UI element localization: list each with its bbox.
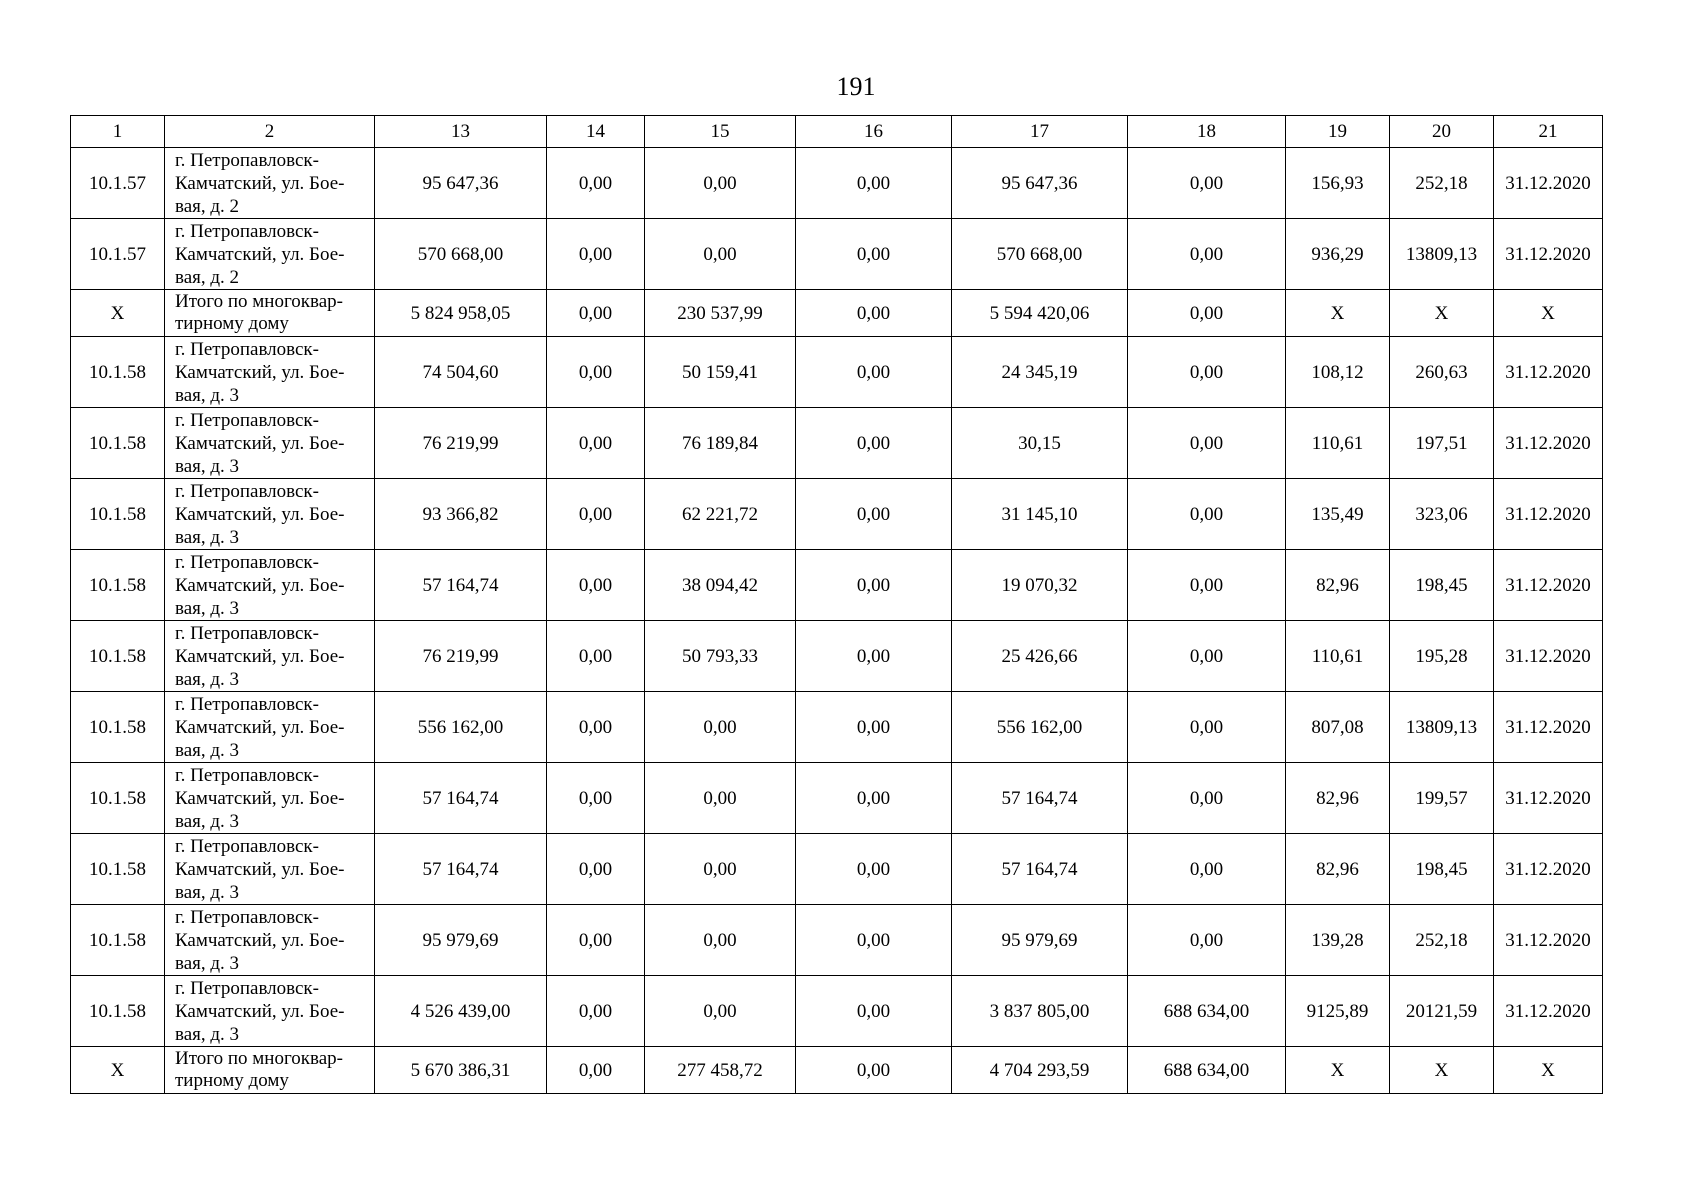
table-row	[71, 763, 1603, 834]
table-cell: 199,57	[1390, 763, 1494, 834]
table-cell: 0,00	[796, 976, 952, 1047]
cell-text-line: вая, д. 3	[175, 739, 240, 761]
table-row	[71, 479, 1603, 550]
table-cell: 0,00	[547, 692, 645, 763]
table-row	[71, 219, 1603, 290]
cell-text-line: вая, д. 3	[175, 810, 240, 832]
cell-text-line: г. Петропавловск-	[175, 409, 319, 431]
table-cell: 323,06	[1390, 479, 1494, 550]
cell-text-line: Камчатский, ул. Бое-	[175, 716, 345, 738]
table-cell: 5 824 958,05	[375, 290, 547, 337]
table-cell: 0,00	[547, 621, 645, 692]
table-cell: 24 345,19	[952, 337, 1128, 408]
cell-text-line: тирному дому	[175, 1070, 289, 1091]
table-cell: 108,12	[1286, 337, 1390, 408]
cell-text-line: вая, д. 3	[175, 668, 240, 690]
cell-text-line: г. Петропавловск-	[175, 149, 319, 171]
table-cell: 31 145,10	[952, 479, 1128, 550]
table-cell: 0,00	[1128, 763, 1286, 834]
table-cell: 31.12.2020	[1494, 550, 1603, 621]
address-cell	[165, 148, 375, 219]
table-cell: 31.12.2020	[1494, 148, 1603, 219]
table-cell: 5 670 386,31	[375, 1047, 547, 1094]
table-cell: 82,96	[1286, 763, 1390, 834]
table-cell: 95 647,36	[375, 148, 547, 219]
page-number: 191	[836, 72, 876, 101]
cell-text-line: Камчатский, ул. Бое-	[175, 243, 345, 265]
table-cell: 10.1.58	[71, 479, 165, 550]
table-cell: X	[1494, 1047, 1603, 1094]
table-cell: 0,00	[1128, 692, 1286, 763]
table-cell: 0,00	[645, 763, 796, 834]
table-cell: 0,00	[1128, 550, 1286, 621]
table-cell: 95 647,36	[952, 148, 1128, 219]
table-cell: 95 979,69	[952, 905, 1128, 976]
address-cell	[165, 763, 375, 834]
table-cell: 0,00	[1128, 621, 1286, 692]
table-cell: 5 594 420,06	[952, 290, 1128, 337]
cell-text-line: Камчатский, ул. Бое-	[175, 172, 345, 194]
table-cell: 0,00	[645, 834, 796, 905]
table-row	[71, 976, 1603, 1047]
table-cell: 0,00	[1128, 219, 1286, 290]
table-row	[71, 834, 1603, 905]
cell-text-line: Камчатский, ул. Бое-	[175, 1000, 345, 1022]
table-cell: 0,00	[1128, 834, 1286, 905]
address-cell	[165, 550, 375, 621]
column-header: 16	[796, 116, 952, 148]
cell-text-line: г. Петропавловск-	[175, 220, 319, 242]
column-header: 15	[645, 116, 796, 148]
cell-text-line: вая, д. 2	[175, 266, 240, 288]
table-cell: 570 668,00	[952, 219, 1128, 290]
cell-text-line: вая, д. 3	[175, 952, 240, 974]
table-cell: 0,00	[1128, 408, 1286, 479]
table-cell: 688 634,00	[1128, 976, 1286, 1047]
table-cell: 0,00	[547, 976, 645, 1047]
table-cell: 82,96	[1286, 550, 1390, 621]
table-cell: 0,00	[547, 1047, 645, 1094]
table-cell: 0,00	[796, 692, 952, 763]
cell-text-line: Итого по многоквар-	[175, 291, 343, 312]
table-cell: 0,00	[1128, 148, 1286, 219]
table-row	[71, 621, 1603, 692]
table-cell: X	[1286, 290, 1390, 337]
table-cell: 76 219,99	[375, 408, 547, 479]
table-cell: 0,00	[796, 834, 952, 905]
cell-text-line: Камчатский, ул. Бое-	[175, 503, 345, 525]
table-cell: 0,00	[796, 337, 952, 408]
column-header: 1	[71, 116, 165, 148]
table-cell: 3 837 805,00	[952, 976, 1128, 1047]
table-body	[71, 148, 1603, 1094]
table-cell: 4 704 293,59	[952, 1047, 1128, 1094]
table-cell: 20121,59	[1390, 976, 1494, 1047]
table-cell: 688 634,00	[1128, 1047, 1286, 1094]
table-cell: 10.1.58	[71, 976, 165, 1047]
table-cell: X	[71, 1047, 165, 1094]
table-cell: 0,00	[547, 219, 645, 290]
cell-text-line: Камчатский, ул. Бое-	[175, 432, 345, 454]
address-cell	[165, 408, 375, 479]
cell-text-line: вая, д. 3	[175, 455, 240, 477]
column-header: 14	[547, 116, 645, 148]
table-cell: 110,61	[1286, 408, 1390, 479]
table-cell: X	[1390, 290, 1494, 337]
table-cell: 10.1.58	[71, 692, 165, 763]
table-row	[71, 337, 1603, 408]
table-cell: 93 366,82	[375, 479, 547, 550]
table-cell: 95 979,69	[375, 905, 547, 976]
table-cell: 0,00	[645, 219, 796, 290]
table-cell: 0,00	[796, 479, 952, 550]
table-cell: 31.12.2020	[1494, 976, 1603, 1047]
table-cell: 10.1.57	[71, 148, 165, 219]
table-cell: 0,00	[796, 905, 952, 976]
header-row	[71, 116, 1603, 148]
table-cell: 10.1.58	[71, 621, 165, 692]
column-header: 13	[375, 116, 547, 148]
address-cell	[165, 976, 375, 1047]
table-cell: 556 162,00	[952, 692, 1128, 763]
table-cell: 0,00	[547, 550, 645, 621]
cell-text-line: тирному дому	[175, 313, 289, 334]
cell-text-line: Итого по многоквар-	[175, 1048, 343, 1069]
column-header: 20	[1390, 116, 1494, 148]
cell-text-line: вая, д. 3	[175, 526, 240, 548]
table-cell: 57 164,74	[375, 763, 547, 834]
table-row	[71, 550, 1603, 621]
cell-text-line: вая, д. 3	[175, 597, 240, 619]
table-cell: 198,45	[1390, 550, 1494, 621]
table-cell: X	[1286, 1047, 1390, 1094]
address-cell	[165, 621, 375, 692]
cell-text-line: вая, д. 3	[175, 1023, 240, 1045]
table-row	[71, 692, 1603, 763]
table-cell: X	[71, 290, 165, 337]
table-row	[71, 408, 1603, 479]
cell-text-line: г. Петропавловск-	[175, 622, 319, 644]
column-header: 21	[1494, 116, 1603, 148]
cell-text-line: Камчатский, ул. Бое-	[175, 787, 345, 809]
cell-text-line: г. Петропавловск-	[175, 338, 319, 360]
address-cell	[165, 479, 375, 550]
table-cell: 31.12.2020	[1494, 479, 1603, 550]
table-cell: 10.1.57	[71, 219, 165, 290]
table-cell: 0,00	[547, 148, 645, 219]
table-cell: 31.12.2020	[1494, 763, 1603, 834]
column-header: 18	[1128, 116, 1286, 148]
total-row	[71, 1047, 1603, 1094]
table-cell: 30,15	[952, 408, 1128, 479]
table-cell: 76 189,84	[645, 408, 796, 479]
table-cell: 13809,13	[1390, 219, 1494, 290]
table-cell: 0,00	[645, 976, 796, 1047]
cell-text-line: Камчатский, ул. Бое-	[175, 645, 345, 667]
table-cell: 31.12.2020	[1494, 905, 1603, 976]
table-cell: 0,00	[547, 479, 645, 550]
data-table	[70, 115, 1603, 1094]
table-cell: 556 162,00	[375, 692, 547, 763]
table-cell: 252,18	[1390, 148, 1494, 219]
table-cell: 74 504,60	[375, 337, 547, 408]
table-cell: 25 426,66	[952, 621, 1128, 692]
table-cell: 195,28	[1390, 621, 1494, 692]
cell-text-line: Камчатский, ул. Бое-	[175, 574, 345, 596]
table-cell: 31.12.2020	[1494, 692, 1603, 763]
column-header: 2	[165, 116, 375, 148]
table-cell: 0,00	[547, 763, 645, 834]
table-row	[71, 905, 1603, 976]
table-cell: 260,63	[1390, 337, 1494, 408]
table-cell: 0,00	[796, 763, 952, 834]
table-cell: 252,18	[1390, 905, 1494, 976]
table-cell: 0,00	[645, 692, 796, 763]
table-cell: 0,00	[547, 290, 645, 337]
address-cell	[165, 337, 375, 408]
table-cell: 4 526 439,00	[375, 976, 547, 1047]
total-row	[71, 290, 1603, 337]
address-cell	[165, 834, 375, 905]
cell-text-line: Камчатский, ул. Бое-	[175, 858, 345, 880]
table-cell: 10.1.58	[71, 550, 165, 621]
table-cell: 197,51	[1390, 408, 1494, 479]
table-cell: 57 164,74	[952, 834, 1128, 905]
table-cell: 277 458,72	[645, 1047, 796, 1094]
table-cell: 10.1.58	[71, 337, 165, 408]
table-cell: 10.1.58	[71, 905, 165, 976]
cell-text-line: г. Петропавловск-	[175, 551, 319, 573]
table-cell: 50 793,33	[645, 621, 796, 692]
table-cell: 0,00	[796, 1047, 952, 1094]
table-cell: 230 537,99	[645, 290, 796, 337]
table-cell: 0,00	[1128, 337, 1286, 408]
table-cell: 0,00	[547, 337, 645, 408]
table-cell: 76 219,99	[375, 621, 547, 692]
cell-text-line: г. Петропавловск-	[175, 906, 319, 928]
table-cell: 19 070,32	[952, 550, 1128, 621]
table-cell: 110,61	[1286, 621, 1390, 692]
address-cell	[165, 692, 375, 763]
table-cell: 0,00	[796, 219, 952, 290]
cell-text-line: Камчатский, ул. Бое-	[175, 361, 345, 383]
cell-text-line: г. Петропавловск-	[175, 693, 319, 715]
table-row	[71, 148, 1603, 219]
table-cell: 936,29	[1286, 219, 1390, 290]
table-cell: 38 094,42	[645, 550, 796, 621]
table-cell: 198,45	[1390, 834, 1494, 905]
cell-text-line: вая, д. 3	[175, 384, 240, 406]
table-cell: 9125,89	[1286, 976, 1390, 1047]
table-cell: 0,00	[796, 408, 952, 479]
cell-text-line: г. Петропавловск-	[175, 764, 319, 786]
cell-text-line: вая, д. 2	[175, 195, 240, 217]
table-cell: 57 164,74	[375, 550, 547, 621]
table-cell: 57 164,74	[375, 834, 547, 905]
table-cell: 10.1.58	[71, 408, 165, 479]
table-cell: 156,93	[1286, 148, 1390, 219]
table-cell: 570 668,00	[375, 219, 547, 290]
table-cell: 57 164,74	[952, 763, 1128, 834]
total-label-cell	[165, 290, 375, 337]
table-cell: 31.12.2020	[1494, 621, 1603, 692]
table-cell: 31.12.2020	[1494, 408, 1603, 479]
table-cell: 10.1.58	[71, 763, 165, 834]
table-cell: 0,00	[1128, 479, 1286, 550]
table-cell: 0,00	[645, 148, 796, 219]
cell-text-line: г. Петропавловск-	[175, 835, 319, 857]
table-cell: 50 159,41	[645, 337, 796, 408]
table-cell: 0,00	[1128, 905, 1286, 976]
table-cell: 10.1.58	[71, 834, 165, 905]
table-cell: 135,49	[1286, 479, 1390, 550]
table-header	[71, 116, 1603, 148]
table-cell: 0,00	[796, 550, 952, 621]
table-cell: 31.12.2020	[1494, 337, 1603, 408]
address-cell	[165, 219, 375, 290]
table-cell: 62 221,72	[645, 479, 796, 550]
table-cell: 0,00	[796, 148, 952, 219]
table-cell: X	[1494, 290, 1603, 337]
table-cell: 0,00	[796, 290, 952, 337]
column-header: 17	[952, 116, 1128, 148]
table-cell: 0,00	[645, 905, 796, 976]
table-cell: 0,00	[547, 834, 645, 905]
table-cell: 0,00	[547, 905, 645, 976]
table-cell: 807,08	[1286, 692, 1390, 763]
column-header: 19	[1286, 116, 1390, 148]
address-cell	[165, 905, 375, 976]
table-cell: 31.12.2020	[1494, 834, 1603, 905]
cell-text-line: вая, д. 3	[175, 881, 240, 903]
cell-text-line: Камчатский, ул. Бое-	[175, 929, 345, 951]
table-cell: 139,28	[1286, 905, 1390, 976]
table-cell: 0,00	[796, 621, 952, 692]
total-label-cell	[165, 1047, 375, 1094]
table-cell: 31.12.2020	[1494, 219, 1603, 290]
cell-text-line: г. Петропавловск-	[175, 480, 319, 502]
table-cell: 13809,13	[1390, 692, 1494, 763]
table-cell: 0,00	[547, 408, 645, 479]
cell-text-line: г. Петропавловск-	[175, 977, 319, 999]
table-cell: 82,96	[1286, 834, 1390, 905]
table-cell: X	[1390, 1047, 1494, 1094]
table-cell: 0,00	[1128, 290, 1286, 337]
